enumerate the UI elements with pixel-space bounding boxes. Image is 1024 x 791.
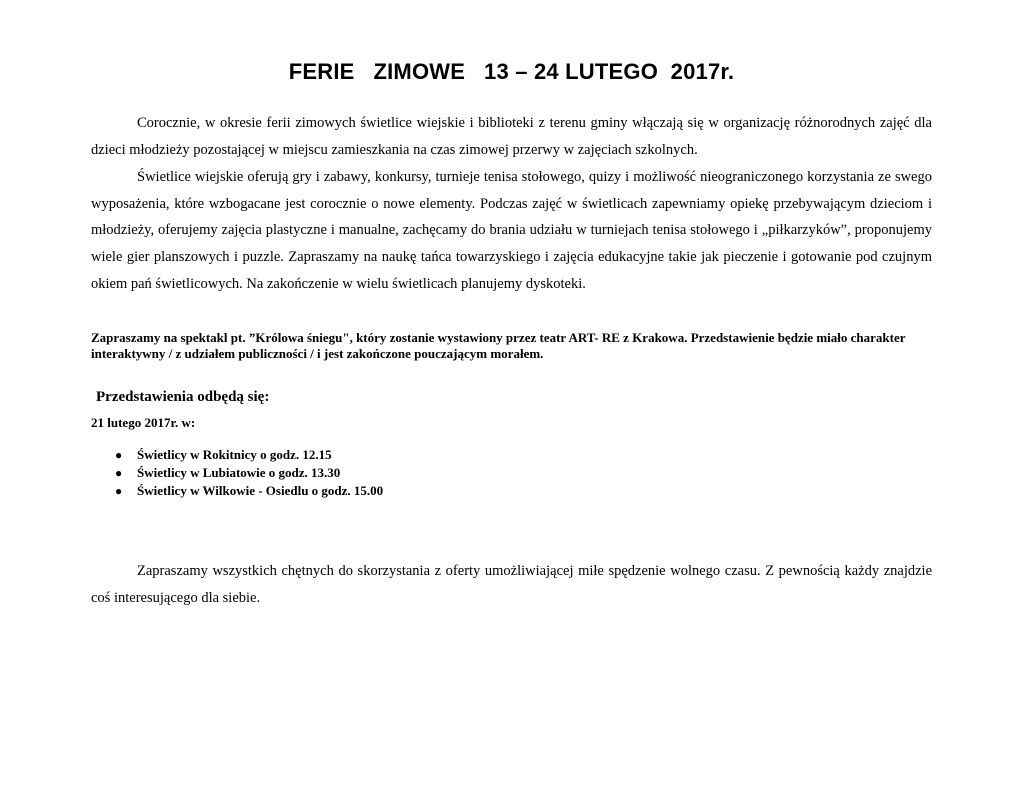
offer-paragraph: Świetlice wiejskie oferują gry i zabawy, konkursy, turnieje tenisa stołowego, quizy i możliwość nieograniczonego korzystania ze swego wyposażenia, które wzbogacane jest corocznie o nowe elementy. Podczas zajęć w świetlicach zapewniamy opiekę przebywającym dzieciom i młodzieży, oferujemy zajęcia plastyczne i manualne, zachęcamy do brania udziału w turniejach tenisa stołowego i „piłkarzyków”, proponujemy wiele gier planszowych i puzzle. Zapraszamy na naukę tańca towarzyskiego i zajęcia edukacyjne takie jak pieczenie i gotowanie pod czujnym okiem pań świetlicowych. Na zakończenie w wielu świetlicach planujemy dyskoteki. [91,169,932,292]
venue-text: Świetlicy w Rokitnicy o godz. 12.15 [137,447,332,462]
list-item [91,446,383,464]
venue-text: Świetlicy w Lubiatowie o godz. 13.30 [137,465,341,480]
offer-section [91,164,932,298]
closing-section [91,558,932,611]
list-item [91,482,383,500]
venue-text: Świetlicy w Wilkowie - Osiedlu o godz. 15.00 [137,483,384,498]
closing-paragraph: Zapraszamy wszystkich chętnych do skorzystania z oferty umożliwiającej miłe spędzenie wolnego czasu. Z pewnością każdy znajdzie coś interesującego dla siebie. [91,563,932,606]
performance-announcement: Zapraszamy na spektakl pt. ”Królowa śniegu", który zostanie wystawiony przez teatr ART- RE z Krakowa. Przedstawienie będzie miało charakter interaktywny / z udziałem publiczności / i jest zakończone pouczającym morałem. [91,330,906,361]
intro-section [91,110,932,163]
bullet-icon: ● [115,466,123,480]
bullet-icon: ● [115,448,123,462]
intro-paragraph: Corocznie, w okresie ferii zimowych świetlice wiejskie i biblioteki z terenu gminy włączają się w organizację różnorodnych zajęć dla dzieci młodzieży pozostającej w miejscu zamieszkania na czas zimowej przerwy w zajęciach szkolnych. [91,115,932,158]
bullet-icon: ● [115,484,123,498]
venue-list [91,446,383,500]
document-page [91,0,932,791]
list-item [91,464,383,482]
performances-heading: Przedstawienia odbędą się: [96,389,270,405]
performance-date: 21 lutego 2017r. w: [91,415,196,430]
page-title: FERIE ZIMOWE 13 – 24 LUTEGO 2017r. [288,58,735,84]
